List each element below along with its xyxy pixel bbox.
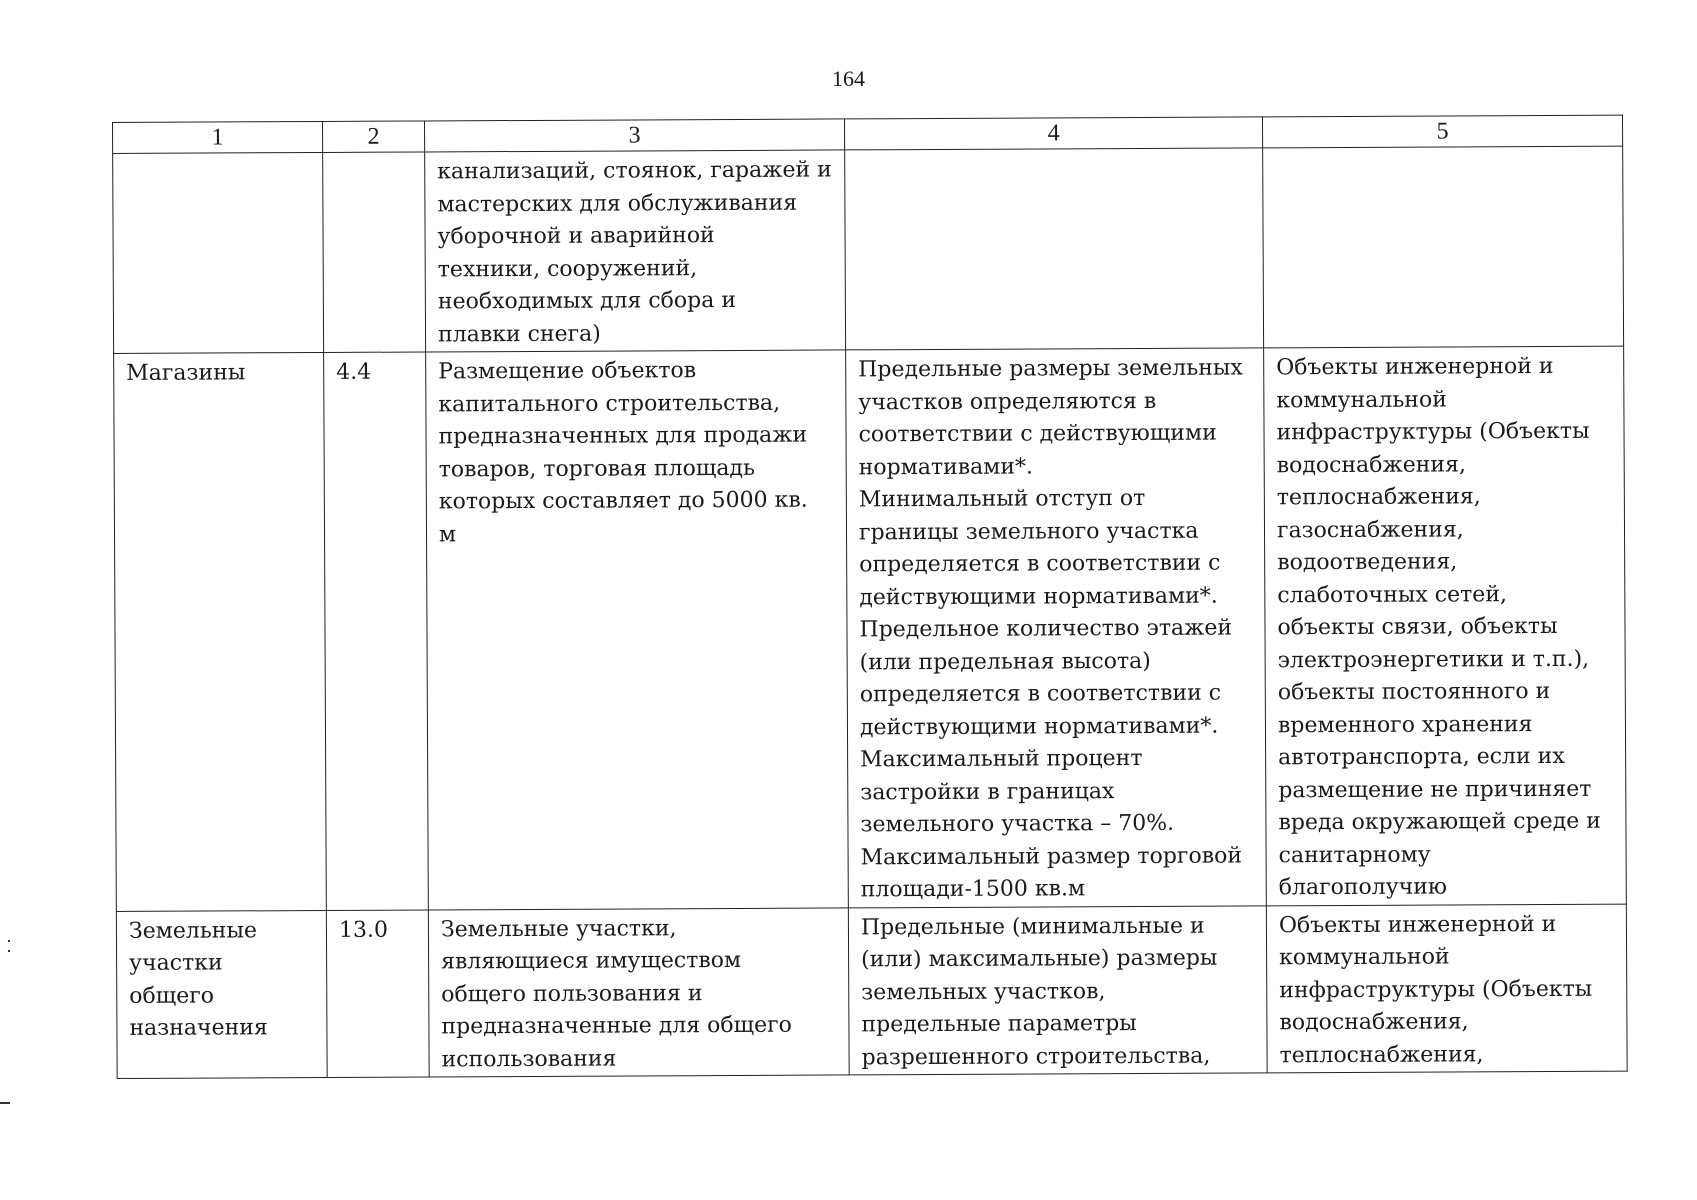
use-description-cell: Земельные участки, являющиеся имуществом общего пользования и предназначенные для общего использования	[428, 907, 849, 1077]
use-name-cell: Земельные участки общего назначения	[116, 910, 327, 1079]
auxiliary-uses-cell: Объекты инженерной и коммунальной инфраструктуры (Объекты водоснабжения, теплоснабжения, газоснабжения, водоотведения, слаботочных сетей, объекты связи, объекты электроэнергетики и т.п.), объекты постоянного и временного хранения автотранспорта, если их размещение не причиняет вреда окружающей среде и санитарному благополучию	[1264, 346, 1627, 905]
page-number: 164	[832, 66, 865, 91]
use-code-cell: 4.4	[324, 352, 429, 910]
column-header-4: 4	[844, 117, 1262, 150]
table-row	[116, 904, 1627, 1079]
use-name-cell	[113, 152, 324, 353]
use-description-cell: канализаций, стоянок, гаражей и мастерских для обслуживания уборочной и аварийной техники, сооружений, необходимых для сбора и плавки снега)	[425, 150, 846, 352]
column-header-2: 2	[322, 121, 424, 152]
use-name-cell: Магазины	[114, 352, 327, 911]
scan-artifact-dash	[0, 1102, 10, 1104]
auxiliary-uses-cell	[1263, 146, 1624, 348]
column-header-5: 5	[1262, 115, 1622, 148]
parameters-cell: Предельные (минимальные и (или) максимальные) размеры земельных участков, предельные параметры разрешенного строительства,	[848, 905, 1267, 1075]
table-row	[113, 146, 1624, 353]
scan-artifact-dot	[8, 950, 10, 952]
parameters-cell: Предельные размеры земельных участков определяются в соответствии с действующими нормативами*. Минимальный отступ от границы земельного участка определяется в соответствии с действующими нормативами*. Предельное количество этажей (или предельная высота) определяется в соответствии с действующими нормативами*. Максимальный процент застройки в границах земельного участка – 70%. Максимальный размер торговой площади-1500 кв.м	[846, 348, 1267, 908]
column-header-3: 3	[424, 119, 844, 152]
use-description-cell: Размещение объектов капитального строительства, предназначенных для продажи товаров, торговая площадь которых составляет до 5000 кв. м	[426, 350, 849, 910]
use-code-cell: 13.0	[326, 909, 429, 1077]
auxiliary-uses-cell: Объекты инженерной и коммунальной инфраструктуры (Объекты водоснабжения, теплоснабжения,	[1266, 904, 1627, 1073]
column-header-1: 1	[113, 121, 323, 153]
table-row	[114, 346, 1627, 911]
scan-artifact-dot	[8, 940, 10, 942]
zoning-table	[112, 115, 1628, 1079]
parameters-cell	[845, 148, 1264, 350]
use-code-cell	[323, 152, 426, 352]
